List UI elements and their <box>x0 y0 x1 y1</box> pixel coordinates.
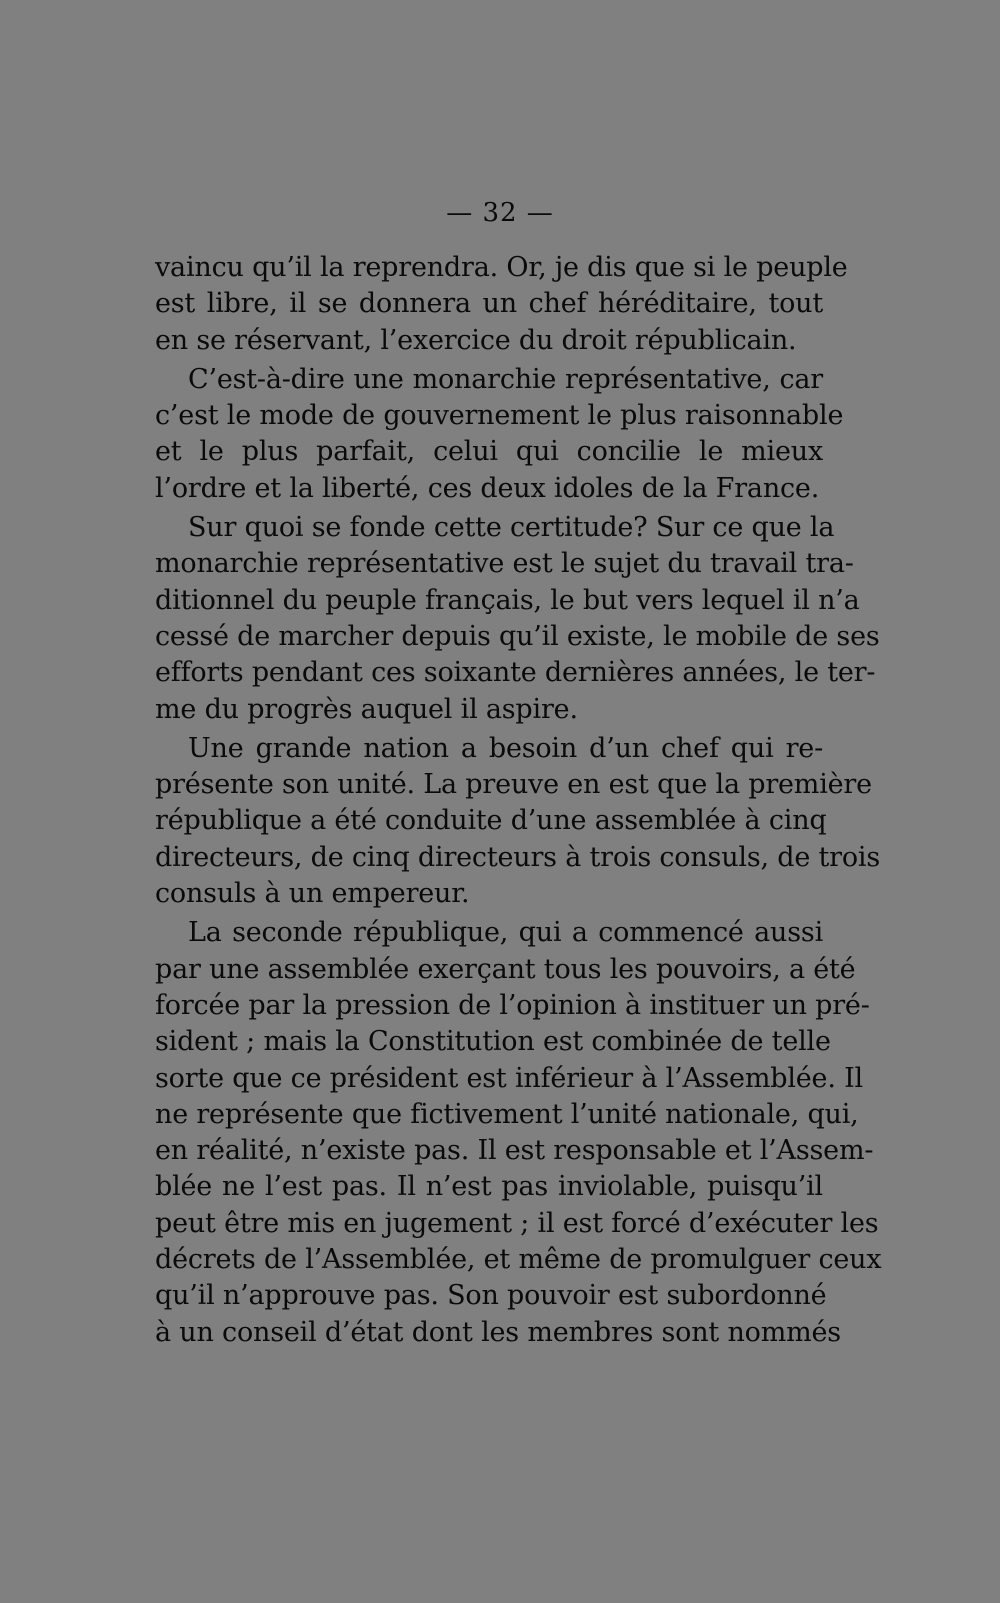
text-line: forcée par la pression de l’opinion à instituer un pré- <box>155 989 870 1021</box>
text-line: présente son unité. La preuve en est que la première <box>155 769 872 801</box>
text-line: à un conseil d’état dont les membres sont nommés <box>155 1316 841 1348</box>
text-line: sident ; mais la Constitution est combinée de telle <box>155 1026 831 1058</box>
text-line: décrets de l’Assemblée, et même de promulguer ceux <box>155 1244 882 1276</box>
paragraph <box>155 915 882 1351</box>
text-line: qu’il n’approuve pas. Son pouvoir est subordonné <box>155 1280 827 1312</box>
text-line: consuls à un empereur. <box>155 878 470 910</box>
text-line: ne représente que fictivement l’unité nationale, qui, <box>155 1098 859 1130</box>
text-line: C’est-à-dire une monarchie représentative, car <box>188 363 823 395</box>
body-text <box>155 250 882 1351</box>
text-line: et le plus parfait, celui qui concilie le mieux <box>155 436 823 468</box>
text-line: république a été conduite d’une assemblée à cinq <box>155 805 827 837</box>
text-line: efforts pendant ces soixante dernières années, le ter- <box>155 657 876 689</box>
page-number: — 32 — <box>446 198 554 228</box>
text-line: sorte que ce président est inférieur à l’Assemblée. Il <box>155 1062 863 1094</box>
text-line: peut être mis en jugement ; il est forcé d’exécuter les <box>155 1207 879 1239</box>
text-line: vaincu qu’il la reprendra. Or, je dis que si le peuple <box>155 252 848 283</box>
text-line: directeurs, de cinq directeurs à trois consuls, de trois <box>155 841 880 873</box>
text-line: c’est le mode de gouvernement le plus raisonnable <box>155 400 844 432</box>
text-line: cessé de marcher depuis qu’il existe, le mobile de ses <box>155 620 880 652</box>
paragraph <box>155 731 880 912</box>
text-line: Une grande nation a besoin d’un chef qui re- <box>188 732 823 764</box>
text-line: l’ordre et la liberté, ces deux idoles de la France. <box>155 472 820 504</box>
paragraph <box>155 250 848 359</box>
text-line: en réalité, n’existe pas. Il est responsable et l’Assem- <box>155 1135 874 1167</box>
text-line: blée ne l’est pas. Il n’est pas inviolable, puisqu’il <box>155 1171 823 1203</box>
text-line: par une assemblée exerçant tous les pouvoirs, a été <box>155 953 856 985</box>
text-line: ditionnel du peuple français, le but vers lequel il n’a <box>155 584 860 616</box>
text-line: La seconde république, qui a commencé aussi <box>188 917 823 949</box>
text-line: est libre, il se donnera un chef héréditaire, tout <box>155 288 823 320</box>
text-line: Sur quoi se fonde cette certitude? Sur ce que la <box>188 512 835 544</box>
paragraph <box>155 362 844 507</box>
text-line: me du progrès auquel il aspire. <box>155 693 578 725</box>
text-line: monarchie représentative est le sujet du travail tra- <box>155 548 854 580</box>
paragraph <box>155 510 880 728</box>
text-line: en se réservant, l’exercice du droit républicain. <box>155 324 797 356</box>
